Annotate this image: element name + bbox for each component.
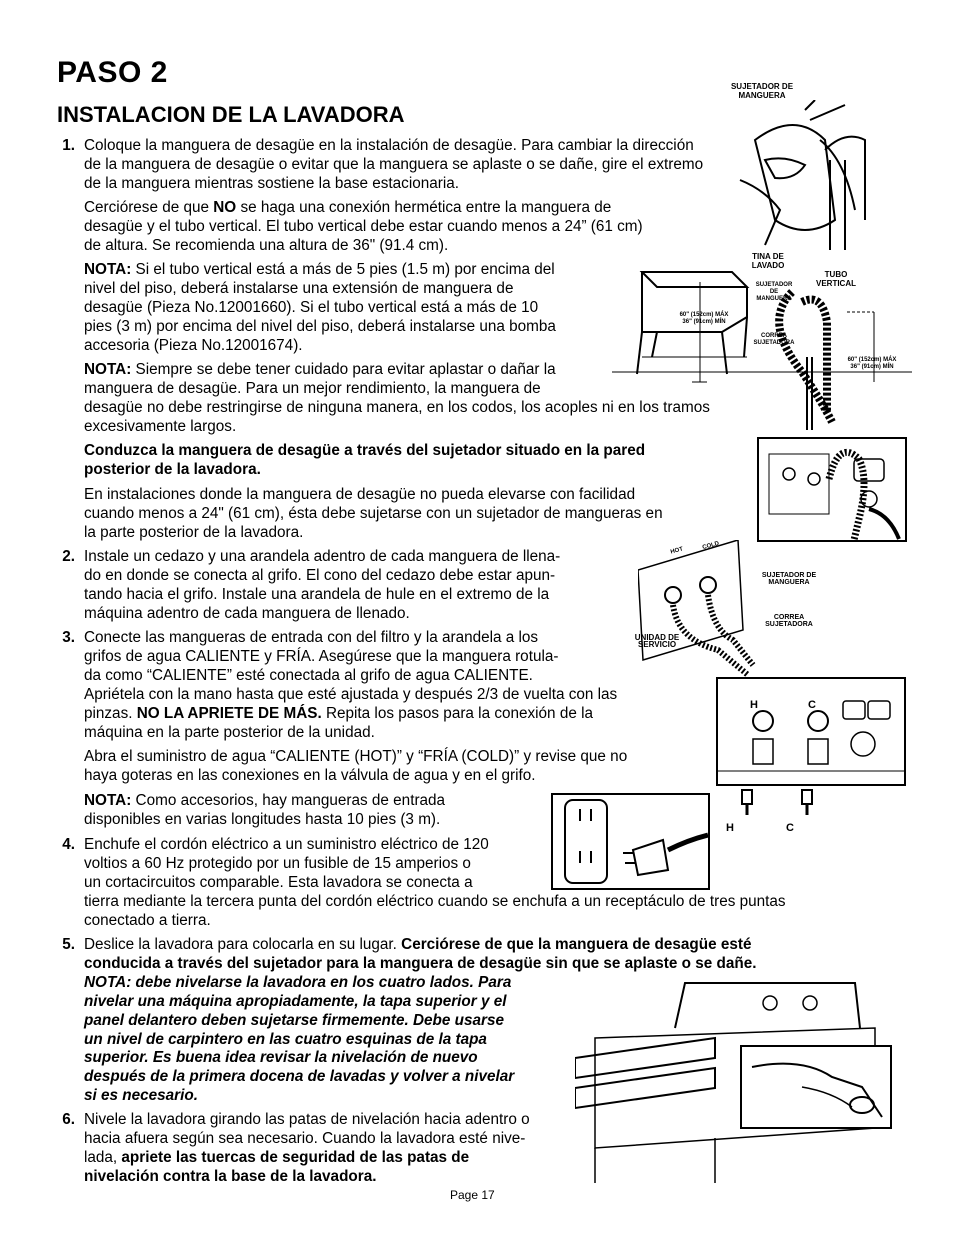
inst-line: cuando menos a 24" (61 cm), ésta debe sujetarse con un sujetador de mangueras en	[84, 504, 663, 522]
hose-ends-drawing	[720, 785, 830, 825]
label-line: SUJETADOR DE	[730, 82, 794, 91]
label-line: MANGUERA	[756, 296, 792, 302]
bold-line: posterior de la lavadora.	[84, 460, 261, 478]
step-2-text	[84, 548, 560, 624]
faucet-c-label: C	[808, 699, 816, 711]
step-3-warning: NO LA APRIETE DE MÁS.	[136, 704, 322, 722]
label-line: DE	[769, 289, 779, 295]
label-line: TUBO	[824, 270, 848, 279]
plug-drawing	[553, 795, 708, 888]
italic-line: NOTA: debe nivelarse la lavadora en los cuatro lados. Para	[84, 973, 512, 991]
label-line: 36" (91cm) MÍN	[682, 319, 726, 325]
label-line: 60" (152cm) MÁX	[679, 312, 729, 318]
drain-clip-instruction	[84, 442, 645, 480]
back-panel-drawing	[759, 439, 905, 540]
step-6-bold: apriete las tuercas de seguridad de las patas de	[121, 1148, 470, 1166]
step-2-line: Instale un cedazo y una arandela adentro de cada manguera de llena-	[84, 548, 561, 565]
step-1-line: de la manguera mientras sostiene la base estacionaria.	[84, 174, 459, 192]
hose-clamp-drawing	[735, 100, 875, 250]
bold-line: Conduzca la manguera de desagüe a través del sujetador situado en la pared	[84, 442, 646, 459]
step-3-text-run: pinzas.	[84, 704, 137, 722]
note-line: accesoria (Pieza No.12001674).	[84, 336, 303, 354]
label-line: SUJETADORA	[753, 340, 795, 346]
italic-line: después de la primera docena de lavadas y volver a nivelar	[84, 1068, 515, 1086]
service-correa-label	[752, 614, 826, 628]
step-5-text-run: Deslice la lavadora para colocarla en su lugar.	[84, 936, 402, 953]
service-drawing	[638, 540, 758, 680]
note-text: Siempre se debe tener cuidado para evitar aplastar o dañar la	[131, 361, 556, 378]
step-5-bold-line: conducida a través del sujetador para la manguera de desagüe sin que se aplaste o se dañe.	[84, 954, 757, 972]
step-3-text-run: Repita los pasos para la conexión de la	[321, 704, 593, 722]
cold-label: COLD	[701, 540, 720, 552]
step-3-line: Conecte las mangueras de entrada con del filtro y la arandela a los	[84, 629, 539, 646]
label-line: CORREA	[773, 614, 805, 621]
hose-h-label: H	[726, 822, 734, 834]
step-1-line: de la manguera de desagüe o evitar que la manguera se aplaste o se dañe, gire el extremo	[84, 155, 704, 173]
unidad-servicio-label	[622, 634, 692, 648]
open-line: haya goteras en las conexiones en la válvula de agua y en el grifo.	[84, 766, 536, 784]
hose-clamp-label	[722, 82, 802, 100]
label-line: SUJETADOR DE	[761, 572, 817, 579]
installation-note	[84, 486, 663, 543]
step-3-text	[84, 629, 617, 742]
label-line: SUJETADORA	[765, 621, 813, 628]
step-6-text-run: lada,	[84, 1148, 122, 1166]
italic-line: nivelar una máquina apropiadamente, la tapa superior y el	[84, 992, 507, 1010]
italic-line: panel delantero deben sujetarse firmemente. Debe usarse	[84, 1011, 504, 1029]
check-line: desagüe y el tubo vertical. El tubo vertical debe estar cuando menos a 24” (61 cm)	[84, 217, 643, 235]
inst-line: la parte posterior de la lavadora.	[84, 523, 304, 541]
step-6-line: Nivele la lavadora girando las patas de nivelación hacia adentro o	[84, 1111, 530, 1128]
check-text: Cerciórese de que	[84, 199, 214, 216]
hose-c-label: C	[786, 822, 794, 834]
label-line: SUJETADOR	[755, 282, 793, 288]
section-title: INSTALACION DE LA LAVADORA	[57, 102, 405, 127]
italic-line: superior. Es buena idea revisar la nivelación de nuevo	[84, 1049, 478, 1067]
label-line: MANGUERA	[738, 91, 786, 100]
hot-label: HOT	[669, 546, 684, 556]
label-line: TINA DE	[752, 252, 784, 261]
step-6-bold-line: nivelación contra la base de la lavadora.	[84, 1167, 377, 1185]
note-label: NOTA:	[84, 361, 132, 378]
step-1-check	[84, 199, 643, 256]
leveling-inset-drawing	[742, 1047, 890, 1127]
step-2-number: 2.	[62, 548, 75, 565]
step-3-line: grifos de agua CALIENTE y FRÍA. Asegúrese que la manguera rotula-	[84, 647, 559, 665]
step-4-line: un cortacircuitos comparable. Esta lavadora se conecta a	[84, 873, 473, 891]
label-line: MANGUERA	[768, 579, 810, 586]
figure-back-panel	[757, 437, 907, 542]
step-5-bold: Cerciórese de que la manguera de desagüe esté	[401, 936, 752, 953]
page-number: Page 17	[450, 1188, 495, 1202]
step-3-line: máquina en la parte posterior de la unidad.	[84, 723, 375, 741]
step-1-line: Coloque la manguera de desagüe en la instalación de desagüe. Para cambiar la dirección	[84, 137, 694, 154]
step-4-line: conectado a tierra.	[84, 911, 211, 929]
step-6-line: hacia afuera según sea necesario. Cuando la lavadora esté nive-	[84, 1129, 526, 1147]
faucets-drawing	[718, 679, 904, 784]
note-line: desagüe no debe restringirse de ninguna manera, en los codos, los acoples ni en los tramos	[84, 398, 710, 416]
step-1-number: 1.	[62, 137, 75, 154]
note-line: desagüe (Pieza No.12001660). Si el tubo vertical está a más de 10	[84, 298, 539, 316]
step-2-line: tando hacia el grifo. Instale una arandela de hule en el extremo de la	[84, 585, 550, 603]
step-3-line: da como “CALIENTE” esté conectada al grifo de agua CALIENTE.	[84, 666, 533, 684]
check-line: de altura. Se recomienda una altura de 36" (91.4 cm).	[84, 236, 449, 254]
step-4-line: tierra mediante la tercera punta del cordón eléctrico cuando se enchufa a un receptáculo de tres puntas	[84, 892, 786, 910]
label-line: UNIDAD DE	[634, 633, 680, 642]
step-4-number: 4.	[62, 836, 75, 853]
step-3-note	[84, 792, 445, 830]
step-6-text	[84, 1111, 530, 1187]
note-text: Como accesorios, hay mangueras de entrada	[131, 792, 446, 809]
label-line: 36" (91cm) MÍN	[850, 364, 894, 370]
service-sujetador-label	[752, 572, 826, 586]
inst-line: En instalaciones donde la manguera de desagüe no pueda elevarse con facilidad	[84, 486, 636, 503]
step-5-number: 5.	[62, 936, 75, 953]
note-text: Si el tubo vertical está a más de 5 pies (1.5 m) por encima del	[131, 261, 555, 278]
step-3-line: Apriétela con la mano hasta que esté ajustada y después 2/3 de vuelta con las	[84, 685, 618, 703]
step-title: PASO 2	[57, 56, 168, 89]
note-line: disponibles en varias longitudes hasta 10 pies (3 m).	[84, 810, 441, 828]
italic-line: si es necesario.	[84, 1087, 198, 1105]
label-line: 60" (152cm) MÁX	[847, 357, 897, 363]
italic-line: un nivel de carpintero en las cuatro esquinas de la tapa	[84, 1030, 487, 1048]
note-label: NOTA:	[84, 792, 132, 809]
step-1-text	[84, 137, 703, 194]
faucet-h-label: H	[750, 699, 758, 711]
figure-faucets	[716, 677, 906, 786]
drain-drawing	[612, 262, 912, 430]
note-line: manguera de desagüe. Para un mejor rendimiento, la manguera de	[84, 379, 541, 397]
step-6-number: 6.	[62, 1111, 75, 1128]
note-line: excesivamente largos.	[84, 417, 237, 435]
step-4-line: voltios a 60 Hz protegido por un fusible de 15 amperios o	[84, 854, 471, 872]
label-line: CORREA	[760, 333, 787, 339]
check-text: se haga una conexión hermética entre la manguera de	[236, 199, 612, 216]
note-1	[84, 261, 556, 356]
figure-plug	[551, 793, 710, 890]
note-label: NOTA:	[84, 261, 132, 278]
note-line: nivel del piso, deberá instalarse una extensión de manguera de	[84, 279, 514, 297]
step-2-line: do en donde se conecta al grifo. El cono del cedazo debe estar apun-	[84, 566, 556, 584]
open-line: Abra el suministro de agua “CALIENTE (HOT)” y “FRÍA (COLD)” y revise que no	[84, 748, 628, 765]
leveling-inset	[740, 1045, 892, 1129]
check-no: NO	[213, 199, 237, 216]
step-3-number: 3.	[62, 629, 75, 646]
note-line: pies (3 m) por encima del nivel del piso, deberá instalarse una bomba	[84, 317, 556, 335]
step-3-open-supply	[84, 748, 627, 786]
step-2-line: máquina adentro de cada manguera de llenado.	[84, 604, 410, 622]
step-4-line: Enchufe el cordón eléctrico a un suministro eléctrico de 120	[84, 836, 489, 853]
label-line: SERVICIO	[637, 640, 677, 649]
label-line: VERTICAL	[816, 279, 856, 288]
label-line: LAVADO	[751, 261, 785, 270]
